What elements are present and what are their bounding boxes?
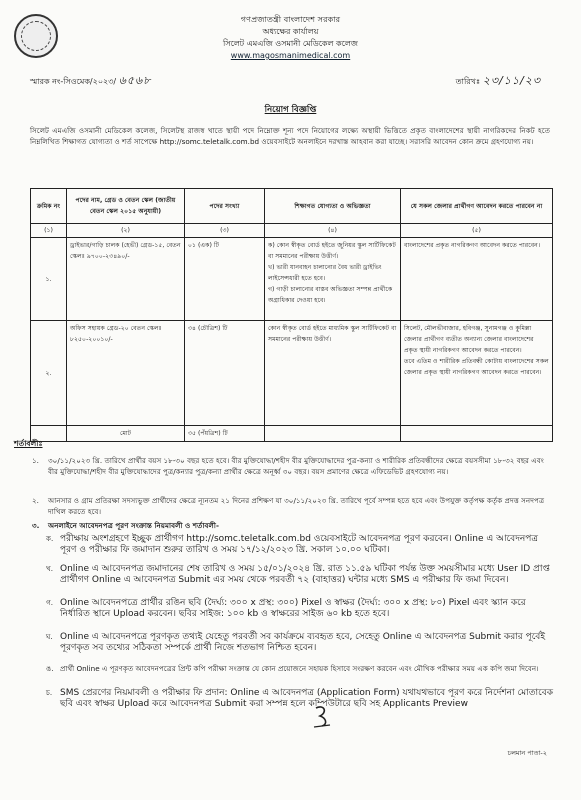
col-header-post: পদের নাম, গ্রেড ও বেতন স্কেল (জাতীয় বেতন স্কেল ২০১৫ অনুযায়ী) — [67, 189, 185, 224]
term-item — [32, 496, 555, 517]
term-item — [32, 521, 555, 532]
term-index: ৩. — [32, 521, 40, 530]
subterm-index: ঘ. — [46, 632, 53, 641]
term-text: আনসার ও গ্রাম প্রতিরক্ষা সদস্যভুক্ত প্রার্থীদের ক্ষেত্রে ন্যূনতম ২১ দিনের প্রশিক্ষণ যা ৩০/১১/২০২৩ খ্রি. তারিখে পূর্বে সম্পন্ন হতে হবে এবং উপযুক্ত কর্তৃপক্ষ কর্তৃক প্রদত্ত সনদপত্র দাখিল করতে হবে। — [48, 496, 545, 516]
row-count: ০১ (এক) টি — [185, 238, 265, 321]
table-number-row — [31, 224, 553, 238]
table-total-row — [31, 426, 553, 442]
memo-label: স্মারক নং-সিওমেক/২০২৩/ — [30, 77, 117, 86]
notice-title: নিয়োগ বিজ্ঞপ্তি — [264, 105, 317, 115]
col-number: (২) — [67, 224, 185, 238]
memo-number — [30, 72, 151, 91]
govt-heading: গণপ্রজাতন্ত্রী বাংলাদেশ সরকার — [240, 14, 341, 24]
district-note: সিলেট, মৌলভীবাজার, হবিগঞ্জ, সুনামগঞ্জ ও কুমিল্লা জেলার প্রার্থীগণ ব্যতীত অন্যান্য জেলার বাংলাদেশের প্রকৃত স্থায়ী নাগরিকগণ আবেদন করতে পারবেন। — [404, 325, 534, 354]
subterm-index: গ. — [46, 598, 53, 607]
subterm-text: Online আবেদনপত্রে প্রার্থীর রঙিন ছবি (দৈর্ঘ্য: ৩০০ x প্রস্থ: ৩০০) Pixel ও স্বাক্ষর (দৈর্ঘ্য: ৩০০ x প্রস্থ: ৮০) Pixel এবং স্ক্যান করে নির্ধারিত স্থানে Upload করবেন। ছবির সাইজ: ১০০ kb ও স্বাক্ষরের সাইজ ৬০ kb হতে হবে। — [60, 598, 526, 619]
subterm-index: ঙ. — [46, 664, 54, 673]
district-note: তবে এতিম ও শারীরিক প্রতিবন্ধী কোটায় বাংলাদেশের সকল জেলার প্রকৃত স্থায়ী নাগরিকগণ আবেদন করতে পারবেন। — [404, 358, 549, 376]
posts-table — [30, 188, 553, 442]
subterm-text: Online এ আবেদনপত্র জমাদানের শেষ তারিখ ও সময় ১৫/০১/২০২৪ খ্রি. রাত ১১.৫৯ ঘটিকা পর্যন্ত উক্ত সময়সীমার মধ্যে User ID প্রাপ্ত প্রার্থীগণ Online এ আবেদনপত্র Submit এর সময় থেকে পরবর্তী ৭২ (বাহাত্তর) ঘন্টার মধ্যে SMS এ পরীক্ষার ফি জমা দিবেন। — [60, 564, 550, 585]
row-count: ৩৪ (চৌত্রিশ) টি — [185, 321, 265, 426]
intro-paragraph: সিলেট এমএজি ওসমানী মেডিকেল কলেজ, সিলেটস্থ রাজস্ব খাতে স্থায়ী পদে নিম্নোক্ত শূন্য পদে নিয়োগের লক্ষ্যে অস্থায়ী ভিত্তিতে প্রকৃত বাংলাদেশের স্থায়ী নাগরিকদের নিকট হতে নিম্নলিখিত শিক্ষাগত যোগ্যতা ও শর্ত সাপেক্ষে http://somc.teletalk.com.bd ওয়েবসাইটে অনলাইনে দরখাস্ত আহবান করা যাচ্ছে। সরাসরি আবেদন কোন ক্রমে গ্রহণযোগ্য নয়। — [30, 126, 550, 146]
subterm-item — [46, 534, 555, 555]
qualification-item: খ) ভারী যানবাহন চালানোর বৈধ ভারী ড্রাইভিং লাইসেন্সধারী হতে হবে। — [268, 264, 382, 282]
memo-handwritten-number: ৬৫৬৮ — [118, 74, 152, 87]
total-label: মোট — [67, 426, 185, 442]
col-number: (৫) — [401, 224, 553, 238]
date-handwritten-value: ২৩/১১/২৩ — [482, 74, 541, 87]
table-row — [31, 321, 553, 426]
col-header-count: পদের সংখ্যা — [185, 189, 265, 224]
college-heading: সিলেট এমএজি ওসমানী মেডিকেল কলেজ — [223, 39, 358, 48]
subterm-index: চ. — [46, 688, 53, 697]
notice-date — [456, 72, 541, 91]
total-empty-cell — [401, 426, 553, 442]
subterm-text: Online এ আবেদনপত্রে পূরণকৃত তথ্যই যেহেতু পরবর্তী সব কার্যক্রমে ব্যবহৃত হবে, সেহেতু Online এ আবেদনপত্র Submit করার পূর্বেই পূরণকৃত সব তথ্যের সঠিকতা সম্পর্কে প্রার্থী নিজে শতভাগ নিশ্চিত হবেন। — [60, 632, 546, 653]
row-serial: ২. — [31, 321, 67, 426]
row-qualification: কোন স্বীকৃত বোর্ড হইতে মাধ্যমিক স্কুল সার্টিফিকেট বা সমমানের পরীক্ষায় উত্তীর্ণ। — [265, 321, 401, 426]
row-districts: বাংলাদেশের প্রকৃত নাগরিকগণ আবেদন করতে পারবেন। — [401, 238, 553, 321]
subterm-text: SMS প্রেরণের নিয়মাবলী ও পরীক্ষার ফি প্রদান: Online এ আবেদনপত্র (Application Form) যথাযথভাবে পূরণ করে নির্দেশনা মোতাবেক ছবি এবং স্বাক্ষর Upload করে আবেদনপত্র Submit করা সম্পন্ন হলে কম্পিউটারে ছবি সহ Applicants Preview — [60, 688, 554, 709]
office-heading: অধ্যক্ষের কার্যালয় — [262, 27, 319, 36]
term-text: অনলাইনে আবেদনপত্র পূরণ সংক্রান্ত নিয়মাবলী ও শর্তাবলী- — [48, 521, 219, 530]
subterm-text: প্রার্থী Online এ পূরণকৃত আবেদনপত্রের প্রিন্ট কপি পরীক্ষা সংক্রান্ত যে কোন প্রয়োজনে সহায়ক হিসাবে সংরক্ষণ করবেন এবং মৌখিক পরীক্ষার সময় এক কপি জমা দিবেন। — [60, 664, 539, 673]
col-header-districts: যে সকল জেলার প্রার্থীগণ আবেদন করতে পারবেন না — [401, 189, 553, 224]
row-districts — [401, 321, 553, 426]
subterm-item — [46, 564, 555, 585]
col-number: (৩) — [185, 224, 265, 238]
col-number: (৪) — [265, 224, 401, 238]
subterm-text: পরীক্ষায় অংশগ্রহণে ইচ্ছুক প্রার্থীগণ http://somc.teletalk.com.bd ওয়েবসাইটে আবেদনপত্র পূরণ করবেন। Online এ আবেদনপত্র পূরণ ও পরীক্ষার ফি জমাদান শুরুর তারিখ ও সময় ১৭/১২/২০২৩ খ্রি. সকাল ১০.০০ ঘটিকা। — [60, 534, 539, 555]
term-index: ১. — [32, 456, 39, 465]
term-text: ৩০/১১/২০২৩ খ্রি. তারিখে প্রার্থীর বয়স ১৮-৩০ বছর হতে হবে। বীর মুক্তিযোদ্ধা/শহীদ বীর মুক্তিযোদ্ধাদের পুত্র-কন্যা ও শারীরিক প্রতিবন্ধীদের ক্ষেত্রে বয়সসীমা ১৮-৩২ বছর এবং বীর মুক্তিযোদ্ধা/শহীদ বীর মুক্তিযোদ্ধাদের পুত্র/কন্যার পুত্র/কন্যা প্রার্থীর ক্ষেত্রে অনূর্ধ্ব ৩০ বছর। বয়স প্রমাণের ক্ষেত্রে এফিডেভিট গ্রহণযোগ্য নয়। — [48, 456, 544, 476]
subterm-item — [46, 632, 555, 653]
continued-page-note: চলমান পাতা-২ — [507, 749, 547, 757]
qualification-item: ক) কোন স্বীকৃত বোর্ড হইতে জুনিয়র স্কুল সার্টিফিকেট বা সমমানের পরীক্ষায় উত্তীর্ণ। — [268, 242, 396, 260]
row-qualification — [265, 238, 401, 321]
total-empty-cell — [265, 426, 401, 442]
table-header-row — [31, 189, 553, 224]
total-value: ৩৫ (পঁয়ত্রিশ) টি — [185, 426, 265, 442]
subterm-index: ক. — [46, 534, 54, 543]
subterm-item — [46, 598, 555, 619]
subterm-index: খ. — [46, 564, 54, 573]
col-number: (১) — [31, 224, 67, 238]
row-post: অফিস সহায়ক গ্রেড-২০ বেতন স্কেলঃ ৮২৫০-২০০১০/- — [67, 321, 185, 426]
col-header-qualification: শিক্ষাগত যোগ্যতা ও অভিজ্ঞতা — [265, 189, 401, 224]
qualification-item: গ) গাড়ী চালানোর বাস্তব অভিজ্ঞতা সম্পন্ন প্রার্থীকে অগ্রাধিকার দেওয়া হবে। — [268, 286, 393, 304]
row-serial: ১. — [31, 238, 67, 321]
subterm-item — [46, 688, 555, 709]
col-header-serial: ক্রমিক নং — [31, 189, 67, 224]
terms-title: শর্তাবলীঃ — [14, 439, 43, 448]
date-label: তারিখঃ — [455, 77, 481, 86]
subterm-item — [46, 664, 555, 675]
website-link[interactable]: www.magosmanimedical.com — [230, 51, 351, 60]
row-post: ড্রাইভার/গাড়ি চালক (হেভী) গ্রেড-১৫, বেতন স্কেলঃ ৯৭০০-২৩৪৯০/- — [67, 238, 185, 321]
signature-mark — [310, 702, 338, 730]
term-item — [32, 456, 555, 477]
table-row — [31, 238, 553, 321]
term-index: ২. — [32, 496, 39, 505]
